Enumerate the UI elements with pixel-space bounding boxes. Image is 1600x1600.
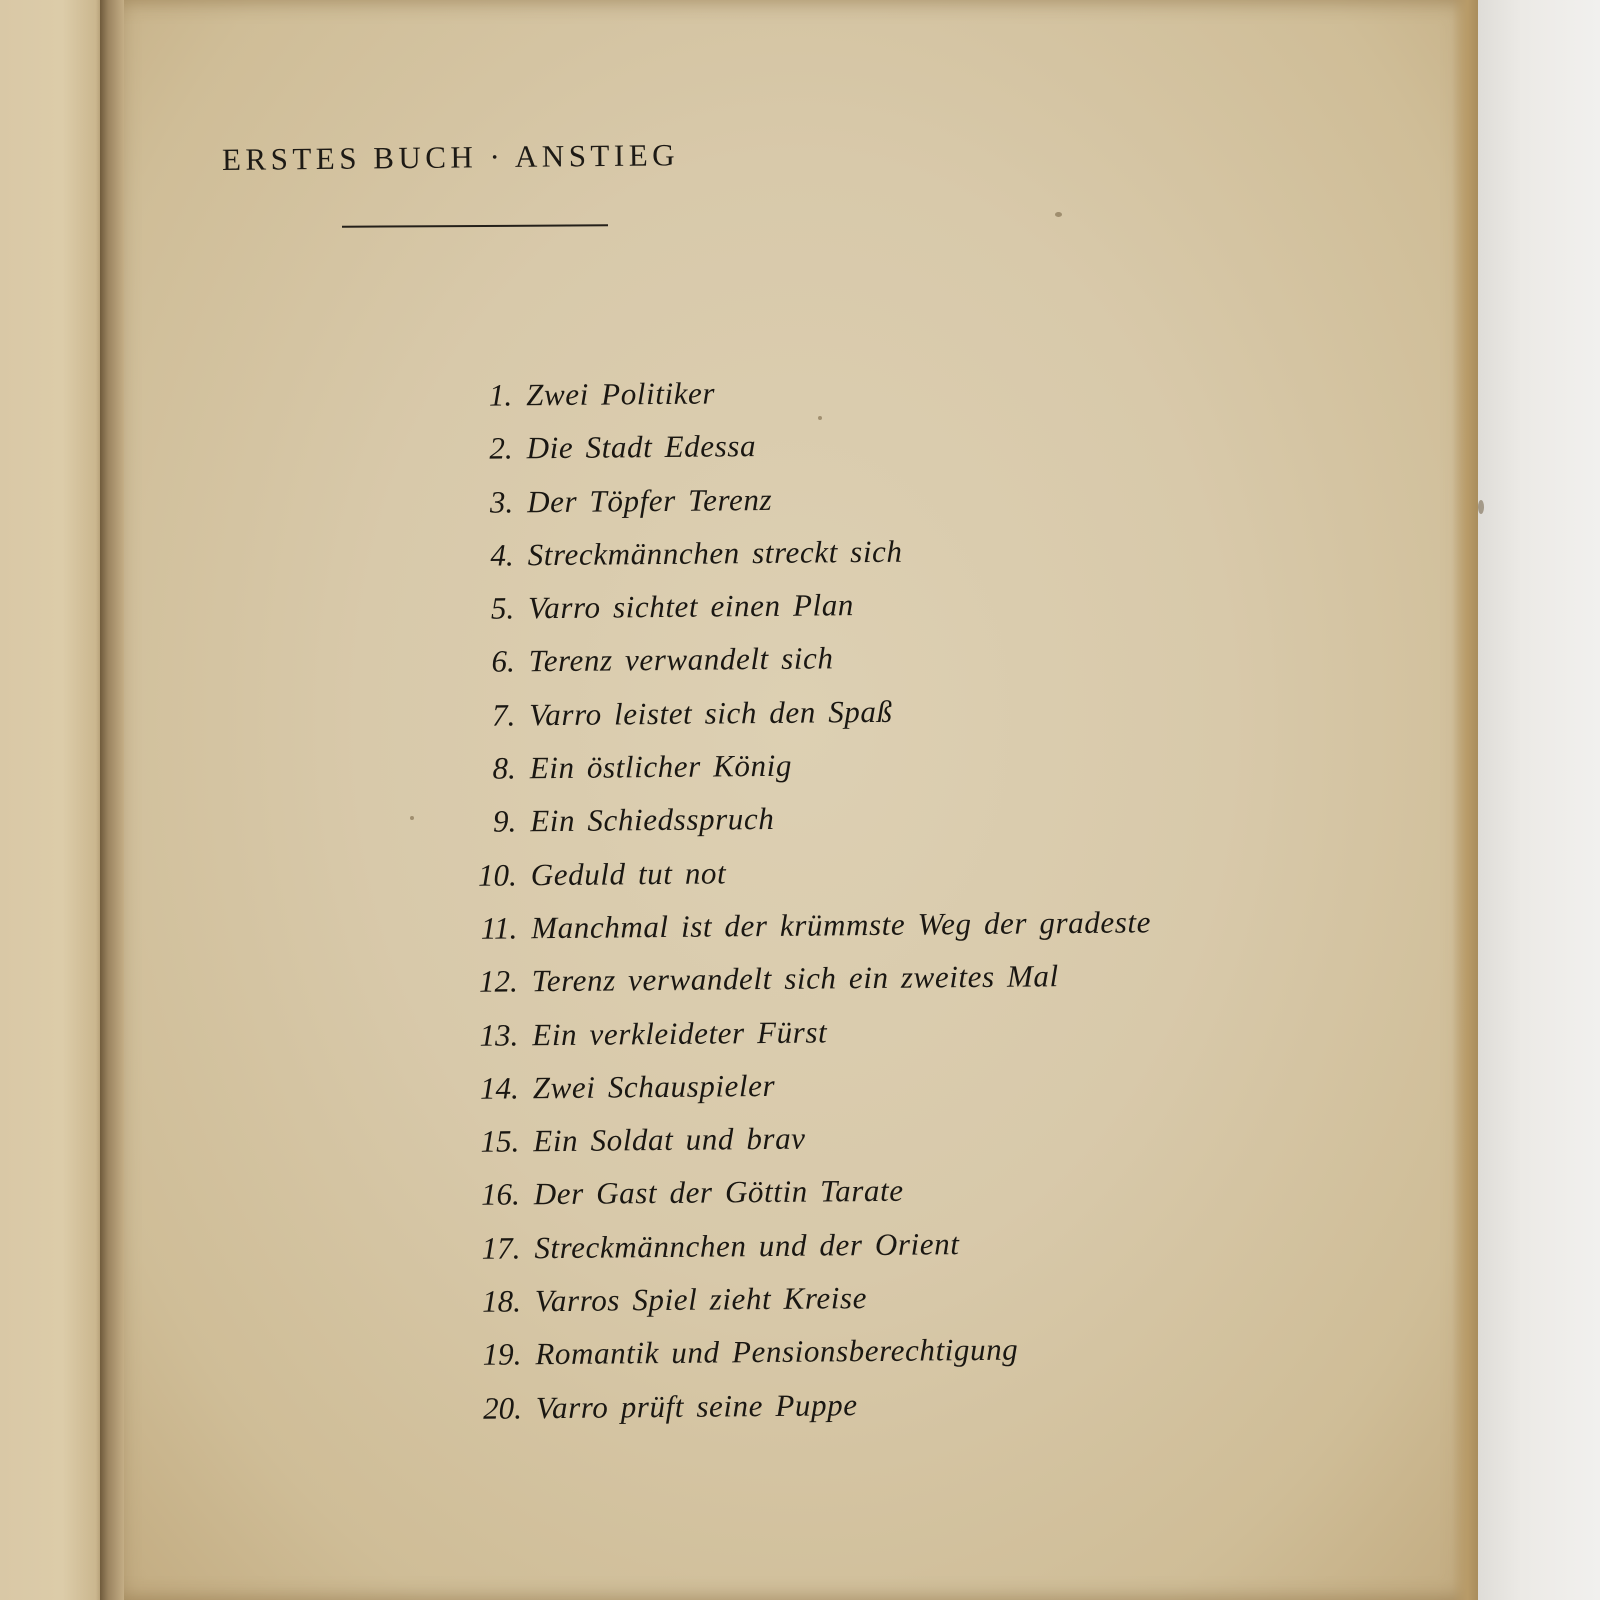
chapter-number: 20. — [482, 1390, 523, 1426]
toc-entry — [454, 531, 1148, 591]
chapter-number: 6. — [491, 643, 515, 680]
toc-entry — [453, 425, 1147, 485]
paper-speck — [410, 816, 414, 820]
chapter-title: Varro leistet sich den Spaß — [529, 693, 893, 733]
chapter-number: 19. — [482, 1336, 522, 1373]
chapter-title: Terenz verwandelt sich ein zweites Mal — [531, 958, 1059, 999]
chapter-number: 8. — [492, 750, 516, 786]
table-of-contents — [452, 371, 1156, 1444]
toc-entry — [459, 1064, 1153, 1124]
toc-entry — [453, 478, 1147, 538]
chapter-number: 12. — [478, 963, 518, 1000]
chapter-number: 5. — [490, 590, 515, 626]
toc-entry — [458, 958, 1152, 1018]
chapter-number: 10. — [477, 857, 517, 893]
chapter-title: Zwei Schauspieler — [532, 1067, 776, 1106]
toc-entry — [460, 1171, 1154, 1231]
book-gutter — [100, 0, 124, 1600]
toc-entry — [456, 744, 1150, 804]
chapter-number: 9. — [492, 803, 517, 840]
chapter-title: Romantik und Pensionsberechtigung — [535, 1331, 1019, 1372]
toc-entry — [452, 371, 1146, 431]
toc-entry — [459, 1117, 1153, 1177]
chapter-number: 2. — [489, 430, 513, 466]
chapter-number: 17. — [481, 1230, 521, 1266]
chapter-title: Varro sichtet einen Plan — [528, 587, 855, 626]
chapter-title: Die Stadt Edessa — [526, 428, 757, 466]
chapter-number: 15. — [480, 1123, 520, 1159]
chapter-title: Ein Schiedsspruch — [530, 801, 775, 839]
chapter-title: Zwei Politiker — [525, 375, 716, 413]
chapter-number: 1. — [488, 377, 513, 413]
toc-entry — [455, 691, 1149, 751]
paper-speck — [1055, 212, 1062, 217]
chapter-title: Varro prüft seine Puppe — [535, 1386, 858, 1425]
background-surface — [1470, 0, 1600, 1600]
toc-entry — [462, 1384, 1156, 1444]
chapter-title: Streckmännchen und der Orient — [534, 1225, 960, 1265]
page-edge — [1452, 0, 1478, 1600]
chapter-title: Ein östlicher König — [529, 747, 793, 786]
chapter-number: 11. — [480, 910, 518, 946]
chapter-title: Geduld tut not — [530, 855, 727, 892]
paper-speck — [1478, 500, 1484, 514]
chapter-number: 14. — [479, 1070, 519, 1106]
toc-entry — [457, 851, 1151, 911]
chapter-title: Varros Spiel zieht Kreise — [534, 1280, 868, 1319]
chapter-title: Ein verkleideter Fürst — [532, 1013, 828, 1052]
section-heading: ERSTES BUCH · ANSTIEG — [221, 137, 680, 177]
chapter-number: 18. — [481, 1283, 522, 1319]
toc-entry — [455, 638, 1149, 698]
toc-entry — [457, 904, 1151, 964]
facing-page — [0, 0, 104, 1600]
chapter-title: Der Gast der Göttin Tarate — [533, 1173, 904, 1212]
chapter-title: Der Töpfer Terenz — [527, 481, 773, 519]
chapter-number: 4. — [490, 537, 514, 573]
chapter-number: 7. — [491, 697, 516, 733]
chapter-number: 16. — [480, 1176, 521, 1213]
toc-entry — [458, 1011, 1152, 1071]
paper-speck — [818, 416, 822, 420]
chapter-title: Ein Soldat und brav — [533, 1120, 806, 1159]
toc-entry — [454, 585, 1148, 645]
toc-entry — [461, 1277, 1155, 1337]
chapter-title: Terenz verwandelt sich — [528, 640, 834, 679]
chapter-number: 13. — [479, 1016, 519, 1053]
toc-entry — [456, 798, 1150, 858]
toc-entry — [461, 1331, 1155, 1391]
toc-entry — [460, 1224, 1154, 1284]
chapter-title: Manchmal ist der krümmste Weg der gradeste — [531, 904, 1152, 946]
chapter-title: Streckmännchen streckt sich — [527, 533, 903, 573]
chapter-number: 3. — [489, 484, 514, 520]
